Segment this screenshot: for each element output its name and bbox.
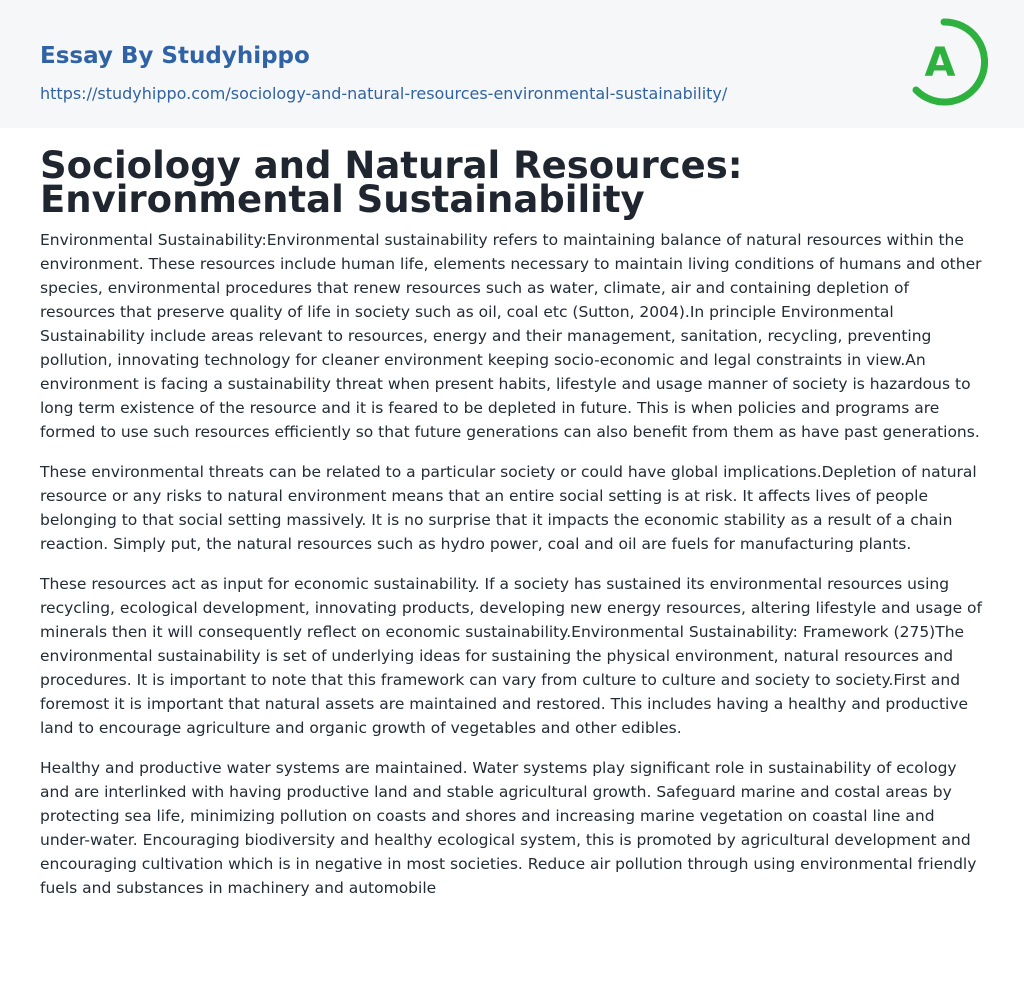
essay-url-link[interactable]: https://studyhippo.com/sociology-and-natural-resources-environmental-sustainability/ [40, 84, 728, 103]
logo-letter: A [924, 40, 956, 86]
article-paragraph: Healthy and productive water systems are maintained. Water systems play significant role in sustainability of ecology and are interlinked with having productive land and stable agricultural growth. Safeguard marine and costal areas by protecting sea life, minimizing pollution on coasts and shores and increasing marine vegetation on coastal line and under-water. Encouraging biodiversity and healthy ecological system, this is promoted by agricultural development and encouraging cultivation which is in negative in most societies. Reduce air pollution through using environmental friendly fuels and substances in machinery and automobile [40, 759, 977, 897]
site-brand[interactable]: Essay By Studyhippo [40, 43, 310, 69]
article-paragraph: Environmental Sustainability:Environmental sustainability refers to maintaining balance of natural resources within the environment. These resources include human life, elements necessary to maintain living conditions of humans and other species, environmental procedures that renew resources such as water, climate, air and containing depletion of resources that preserve quality of life in society such as oil, coal etc (Sutton, 2004).In principle Environmental Sustainability include areas relevant to resources, energy and their management, sanitation, recycling, preventing pollution, innovating technology for cleaner environment keeping socio-economic and legal constraints in view.An environment is facing a sustainability threat when present habits, lifestyle and usage manner of society is hazardous to long term existence of the resource and it is feared to be depleted in future. This is when policies and programs are formed to use such resources efficiently so that future generations can also benefit from them as have past generations. [40, 231, 982, 441]
article-paragraph: These resources act as input for economic sustainability. If a society has sustained its environmental resources using recycling, ecological development, innovating products, developing new energy resources, altering lifestyle and usage of minerals then it will consequently reflect on economic sustainability.Environmental Sustainability: Framework (275)The environmental sustainability is set of underlying ideas for sustaining the physical environment, natural resources and procedures. It is important to note that this framework can vary from culture to culture and society to society.First and foremost it is important that natural assets are maintained and restored. This includes having a healthy and productive land to encourage agriculture and organic growth of vegetables and other edibles. [40, 575, 982, 737]
article-title: Sociology and Natural Resources: Environmental Sustainability [40, 144, 743, 221]
studyhippo-logo-icon[interactable] [900, 18, 988, 106]
article-body [40, 228, 986, 916]
site-header [0, 0, 1024, 128]
article-paragraph: These environmental threats can be related to a particular society or could have global implications.Depletion of natural resource or any risks to natural environment means that an entire social setting is at risk. It affects lives of people belonging to that social setting massively. It is no surprise that it impacts the economic stability as a result of a chain reaction. Simply put, the natural resources such as hydro power, coal and oil are fuels for manufacturing plants. [40, 463, 977, 553]
